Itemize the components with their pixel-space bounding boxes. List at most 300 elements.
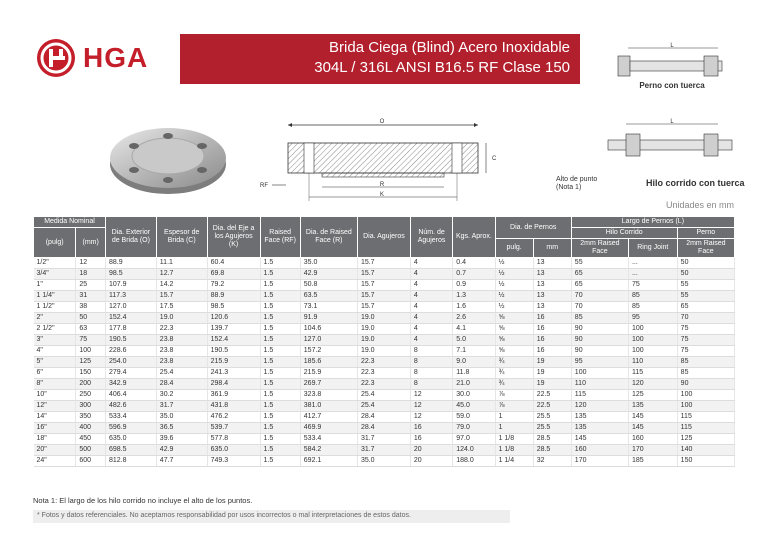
table-cell: ½: [495, 269, 533, 280]
table-cell: 16: [410, 434, 452, 445]
table-cell: 30.0: [453, 390, 495, 401]
table-cell: 91.9: [300, 313, 357, 324]
table-cell: 20: [410, 445, 452, 456]
table-cell: 25.5: [533, 423, 571, 434]
table-cell: 140: [677, 445, 734, 456]
table-row: [34, 423, 735, 434]
table-cell: 1.5: [260, 423, 300, 434]
table-row: [34, 401, 735, 412]
table-cell: 185: [628, 456, 677, 467]
table-cell: 50: [677, 269, 734, 280]
table-cell: 1.5: [260, 368, 300, 379]
table-cell: 19.0: [156, 313, 207, 324]
table-cell: 215.9: [207, 357, 260, 368]
header-mm: (mm): [76, 228, 106, 258]
table-cell: 15.7: [357, 258, 410, 269]
table-cell: ⅝: [495, 324, 533, 335]
table-cell: 8: [410, 368, 452, 379]
hga-logo-mark-icon: [36, 38, 76, 78]
table-cell: 1.5: [260, 346, 300, 357]
flange-spec-table: [33, 216, 735, 467]
thread-tip-note: [556, 176, 597, 192]
table-cell: 1.5: [260, 258, 300, 269]
table-cell: 1.5: [260, 269, 300, 280]
table-cell: 152.4: [105, 313, 156, 324]
table-cell: ¾: [495, 357, 533, 368]
table-cell: 4: [410, 302, 452, 313]
table-cell: 635.0: [105, 434, 156, 445]
table-cell: 190.5: [207, 346, 260, 357]
table-cell: 15.7: [357, 280, 410, 291]
table-cell: 150: [677, 456, 734, 467]
table-cell: 107.9: [105, 280, 156, 291]
table-cell: 88.9: [207, 291, 260, 302]
table-cell: 145: [628, 423, 677, 434]
table-cell: 4: [410, 280, 452, 291]
table-cell: 1.5: [260, 390, 300, 401]
table-cell: 47.7: [156, 456, 207, 467]
table-cell: 28.4: [357, 412, 410, 423]
table-cell: 4: [410, 258, 452, 269]
table-cell: 241.3: [207, 368, 260, 379]
table-cell: 1.3: [453, 291, 495, 302]
table-cell: 431.8: [207, 401, 260, 412]
table-cell: 12: [410, 412, 452, 423]
table-cell: 85: [628, 291, 677, 302]
table-cell: 342.9: [105, 379, 156, 390]
table-cell: ...: [628, 258, 677, 269]
table-cell: 1.5: [260, 379, 300, 390]
table-cell: 23.8: [156, 346, 207, 357]
flange-section-drawing: [258, 115, 508, 205]
table-cell: 135: [628, 401, 677, 412]
table-cell: 124.0: [453, 445, 495, 456]
threaded-stud-caption: Hilo corrido con tuerca: [646, 178, 745, 188]
table-row: [34, 280, 735, 291]
table-cell: 59.0: [453, 412, 495, 423]
table-cell: 85: [677, 357, 734, 368]
table-cell: 160: [571, 445, 628, 456]
table-cell: 1.5: [260, 302, 300, 313]
table-cell: 30.2: [156, 390, 207, 401]
table-cell: 1.5: [260, 456, 300, 467]
table-cell: 3/4": [34, 269, 76, 280]
header-rf2mm-perno: 2mm Raised Face: [677, 239, 734, 258]
table-cell: 8: [410, 357, 452, 368]
table-row: [34, 302, 735, 313]
table-cell: 75: [628, 280, 677, 291]
table-cell: 482.6: [105, 401, 156, 412]
table-cell: 100: [677, 390, 734, 401]
table-cell: ½: [495, 302, 533, 313]
table-cell: 469.9: [300, 423, 357, 434]
table-cell: 115: [677, 412, 734, 423]
header-dia-mm: mm: [533, 239, 571, 258]
table-row: [34, 390, 735, 401]
table-cell: 188.0: [453, 456, 495, 467]
table-row: [34, 269, 735, 280]
table-cell: ⅝: [495, 313, 533, 324]
table-cell: 120.6: [207, 313, 260, 324]
table-cell: 70: [677, 313, 734, 324]
table-cell: 812.8: [105, 456, 156, 467]
table-cell: 170: [628, 445, 677, 456]
table-cell: 1.5: [260, 313, 300, 324]
header-dia-pulg: pulg.: [495, 239, 533, 258]
table-row: [34, 258, 735, 269]
table-cell: 100: [628, 346, 677, 357]
table-cell: 300: [76, 401, 106, 412]
table-cell: 298.4: [207, 379, 260, 390]
table-cell: 79.2: [207, 280, 260, 291]
table-cell: 135: [571, 412, 628, 423]
table-cell: 1": [34, 280, 76, 291]
table-cell: 55: [571, 258, 628, 269]
table-cell: 16: [533, 324, 571, 335]
table-cell: 152.4: [207, 335, 260, 346]
table-cell: 20": [34, 445, 76, 456]
table-cell: 100: [571, 368, 628, 379]
table-cell: 25.4: [357, 390, 410, 401]
table-cell: 4: [410, 269, 452, 280]
table-cell: 25: [76, 280, 106, 291]
table-cell: 19.0: [357, 313, 410, 324]
table-cell: 1.6: [453, 302, 495, 313]
table-cell: 24": [34, 456, 76, 467]
table-cell: 31.7: [156, 401, 207, 412]
table-cell: 0.4: [453, 258, 495, 269]
title-line-1: Brida Ciega (Blind) Acero Inoxidable: [329, 39, 570, 56]
table-cell: 35.0: [357, 456, 410, 467]
table-cell: 18": [34, 434, 76, 445]
table-cell: 1.5: [260, 291, 300, 302]
table-cell: 269.7: [300, 379, 357, 390]
table-cell: 406.4: [105, 390, 156, 401]
header-dia-pernos: Dia. de Pernos: [495, 217, 571, 239]
table-cell: 14.2: [156, 280, 207, 291]
table-row: [34, 291, 735, 302]
table-row: [34, 445, 735, 456]
table-cell: 157.2: [300, 346, 357, 357]
table-cell: 13: [533, 269, 571, 280]
table-cell: ¾: [495, 379, 533, 390]
table-cell: 16: [533, 313, 571, 324]
table-cell: 1.5: [260, 324, 300, 335]
table-row: [34, 324, 735, 335]
table-cell: 70: [571, 291, 628, 302]
thread-tip-note-line2: (Nota 1): [556, 184, 582, 191]
table-cell: 9.0: [453, 357, 495, 368]
table-cell: ⅝: [495, 346, 533, 357]
table-cell: 115: [571, 390, 628, 401]
dim-c-label: C: [492, 156, 497, 162]
table-cell: 15.7: [357, 291, 410, 302]
table-cell: 85: [677, 368, 734, 379]
table-cell: 8": [34, 379, 76, 390]
table-row: [34, 335, 735, 346]
table-cell: 22.3: [357, 368, 410, 379]
brand-name: HGA: [83, 42, 149, 73]
title-line-2: 304L / 316L ANSI B16.5 RF Clase 150: [314, 59, 570, 76]
table-cell: 75: [677, 346, 734, 357]
table-cell: 1.5: [260, 434, 300, 445]
header-pulg: (pulg): [34, 228, 76, 258]
table-cell: 73.1: [300, 302, 357, 313]
table-cell: ½: [495, 291, 533, 302]
dim-r-label: R: [379, 182, 385, 188]
table-cell: 19: [533, 379, 571, 390]
blind-flange-photo: [108, 124, 228, 196]
table-cell: 75: [76, 335, 106, 346]
table-cell: 23.8: [156, 357, 207, 368]
threaded-stud-drawing: [598, 118, 738, 166]
table-cell: 69.8: [207, 269, 260, 280]
table-cell: 31.7: [357, 445, 410, 456]
table-cell: 85: [571, 313, 628, 324]
table-cell: 4: [410, 291, 452, 302]
thread-tip-note-line1: Alto de punto: [556, 176, 598, 183]
hga-logo: [36, 38, 154, 78]
table-cell: 12: [410, 390, 452, 401]
table-row: [34, 357, 735, 368]
header-dia-ext: Dia. Exterior de Brida (O): [105, 217, 156, 258]
table-cell: 1.5: [260, 445, 300, 456]
table-cell: 1: [495, 412, 533, 423]
table-cell: 185.6: [300, 357, 357, 368]
table-cell: 1: [495, 423, 533, 434]
table-cell: 16: [533, 335, 571, 346]
table-cell: 60.4: [207, 258, 260, 269]
table-cell: 13: [533, 291, 571, 302]
table-cell: 100: [76, 346, 106, 357]
table-cell: 127.0: [300, 335, 357, 346]
table-cell: ⅝: [495, 335, 533, 346]
table-cell: 70: [571, 302, 628, 313]
table-cell: 692.1: [300, 456, 357, 467]
table-cell: 412.7: [300, 412, 357, 423]
table-cell: 3": [34, 335, 76, 346]
table-cell: 50.8: [300, 280, 357, 291]
table-cell: 19: [533, 357, 571, 368]
table-cell: 577.8: [207, 434, 260, 445]
table-cell: ½: [495, 258, 533, 269]
table-cell: 10": [34, 390, 76, 401]
table-cell: 1 1/8: [495, 434, 533, 445]
table-cell: 125: [677, 434, 734, 445]
table-cell: 2": [34, 313, 76, 324]
table-cell: 1.5: [260, 401, 300, 412]
table-cell: 88.9: [105, 258, 156, 269]
table-cell: 13: [533, 302, 571, 313]
table-cell: ¾: [495, 368, 533, 379]
table-cell: 22.3: [357, 357, 410, 368]
table-cell: 90: [571, 346, 628, 357]
table-cell: 100: [628, 335, 677, 346]
table-cell: 45.0: [453, 401, 495, 412]
table-cell: 120: [628, 379, 677, 390]
table-cell: 21.0: [453, 379, 495, 390]
table-cell: 5.0: [453, 335, 495, 346]
table-cell: 190.5: [105, 335, 156, 346]
table-cell: 150: [76, 368, 106, 379]
table-cell: 15.7: [156, 291, 207, 302]
table-cell: 55: [677, 291, 734, 302]
table-cell: 110: [628, 357, 677, 368]
table-cell: 1.5: [260, 335, 300, 346]
table-cell: 160: [628, 434, 677, 445]
table-cell: 32: [533, 456, 571, 467]
table-cell: 20: [410, 456, 452, 467]
header-raised: Raised Face (RF): [260, 217, 300, 258]
table-cell: 11.8: [453, 368, 495, 379]
table-cell: 104.6: [300, 324, 357, 335]
table-cell: 4: [410, 324, 452, 335]
table-cell: 1.5: [260, 412, 300, 423]
table-cell: 31: [76, 291, 106, 302]
header-num-agujeros: Núm. de Agujeros: [410, 217, 452, 258]
table-cell: 0.7: [453, 269, 495, 280]
table-cell: 75: [677, 335, 734, 346]
table-cell: 381.0: [300, 401, 357, 412]
table-row: [34, 346, 735, 357]
table-cell: 584.2: [300, 445, 357, 456]
table-cell: 1.5: [260, 357, 300, 368]
header-kgs: Kgs. Aprox.: [453, 217, 495, 258]
table-cell: 4: [410, 335, 452, 346]
table-cell: ⅞: [495, 401, 533, 412]
table-cell: 79.0: [453, 423, 495, 434]
table-cell: 38: [76, 302, 106, 313]
table-cell: 323.8: [300, 390, 357, 401]
header-largo: Largo de Pernos (L): [571, 217, 734, 228]
table-cell: 42.9: [300, 269, 357, 280]
table-cell: 450: [76, 434, 106, 445]
table-cell: 539.7: [207, 423, 260, 434]
table-cell: 98.5: [105, 269, 156, 280]
table-cell: 19.0: [357, 324, 410, 335]
table-cell: 500: [76, 445, 106, 456]
table-cell: 635.0: [207, 445, 260, 456]
table-cell: 228.6: [105, 346, 156, 357]
table-cell: 65: [571, 269, 628, 280]
table-row: [34, 456, 735, 467]
table-cell: 12: [410, 401, 452, 412]
table-cell: 1 1/8: [495, 445, 533, 456]
table-cell: 1/2": [34, 258, 76, 269]
table-cell: 31.7: [357, 434, 410, 445]
header-rf2mm: 2mm Raised Face: [571, 239, 628, 258]
table-cell: 19.0: [357, 335, 410, 346]
table-cell: ...: [628, 269, 677, 280]
header-medida: Medida Nominal: [34, 217, 106, 228]
table-cell: 28.5: [533, 445, 571, 456]
table-cell: 90: [571, 335, 628, 346]
table-cell: 14": [34, 412, 76, 423]
table-cell: 16: [410, 423, 452, 434]
table-cell: 25.4: [357, 401, 410, 412]
table-cell: 11.1: [156, 258, 207, 269]
table-cell: 250: [76, 390, 106, 401]
table-cell: 23.8: [156, 335, 207, 346]
table-cell: 170: [571, 456, 628, 467]
table-cell: 1 1/4: [495, 456, 533, 467]
bolt-with-nut-drawing: [610, 42, 740, 90]
table-cell: 63.5: [300, 291, 357, 302]
table-cell: 0.9: [453, 280, 495, 291]
table-cell: 110: [571, 379, 628, 390]
table-cell: 28.4: [357, 423, 410, 434]
table-cell: 115: [677, 423, 734, 434]
table-cell: 115: [628, 368, 677, 379]
table-row: [34, 434, 735, 445]
table-cell: 6": [34, 368, 76, 379]
table-cell: 95: [628, 313, 677, 324]
table-cell: 200: [76, 379, 106, 390]
table-cell: 100: [628, 324, 677, 335]
table-cell: 50: [677, 258, 734, 269]
table-cell: 1.5: [260, 280, 300, 291]
dim-rf-label: RF: [260, 183, 268, 189]
table-cell: 135: [571, 423, 628, 434]
table-cell: 55: [677, 280, 734, 291]
table-row: [34, 368, 735, 379]
table-cell: 95: [571, 357, 628, 368]
table-cell: 39.6: [156, 434, 207, 445]
units-label: Unidades en mm: [665, 200, 734, 210]
table-cell: 28.4: [156, 379, 207, 390]
table-cell: 15.7: [357, 302, 410, 313]
table-cell: 400: [76, 423, 106, 434]
table-cell: ⅞: [495, 390, 533, 401]
table-cell: 7.1: [453, 346, 495, 357]
table-row: [34, 379, 735, 390]
table-cell: 254.0: [105, 357, 156, 368]
table-cell: 145: [571, 434, 628, 445]
table-cell: 75: [677, 324, 734, 335]
table-cell: 13: [533, 258, 571, 269]
table-cell: 12": [34, 401, 76, 412]
table-cell: 596.9: [105, 423, 156, 434]
table-cell: 4": [34, 346, 76, 357]
table-cell: 42.9: [156, 445, 207, 456]
header-dia-agujeros: Dia. Agujeros: [357, 217, 410, 258]
table-cell: 8: [410, 346, 452, 357]
table-cell: 90: [571, 324, 628, 335]
table-cell: 13: [533, 280, 571, 291]
table-cell: 4.1: [453, 324, 495, 335]
table-cell: 177.8: [105, 324, 156, 335]
table-cell: 117.3: [105, 291, 156, 302]
table-cell: 22.3: [156, 324, 207, 335]
table-cell: 15.7: [357, 269, 410, 280]
table-cell: 145: [628, 412, 677, 423]
header-hilo: Hilo Corrido: [571, 228, 677, 239]
table-cell: 100: [677, 401, 734, 412]
table-cell: 28.5: [533, 434, 571, 445]
footnote: Nota 1: El largo de los hilo corrido no incluye el alto de los puntos.: [33, 496, 253, 505]
table-row: [34, 313, 735, 324]
header-dia-eje: Dia. del Eje a los Agujeros (K): [207, 217, 260, 258]
dim-o-label: O: [379, 119, 385, 125]
table-cell: 25.5: [533, 412, 571, 423]
table-cell: 85: [628, 302, 677, 313]
table-cell: 361.9: [207, 390, 260, 401]
table-cell: 90: [677, 379, 734, 390]
table-cell: 5": [34, 357, 76, 368]
table-cell: 698.5: [105, 445, 156, 456]
table-cell: 120: [571, 401, 628, 412]
disclaimer: * Fotos y datos referenciales. No aceptamos responsabilidad por usos incorrectos o mal interpretaciones de estos datos.: [33, 510, 510, 523]
